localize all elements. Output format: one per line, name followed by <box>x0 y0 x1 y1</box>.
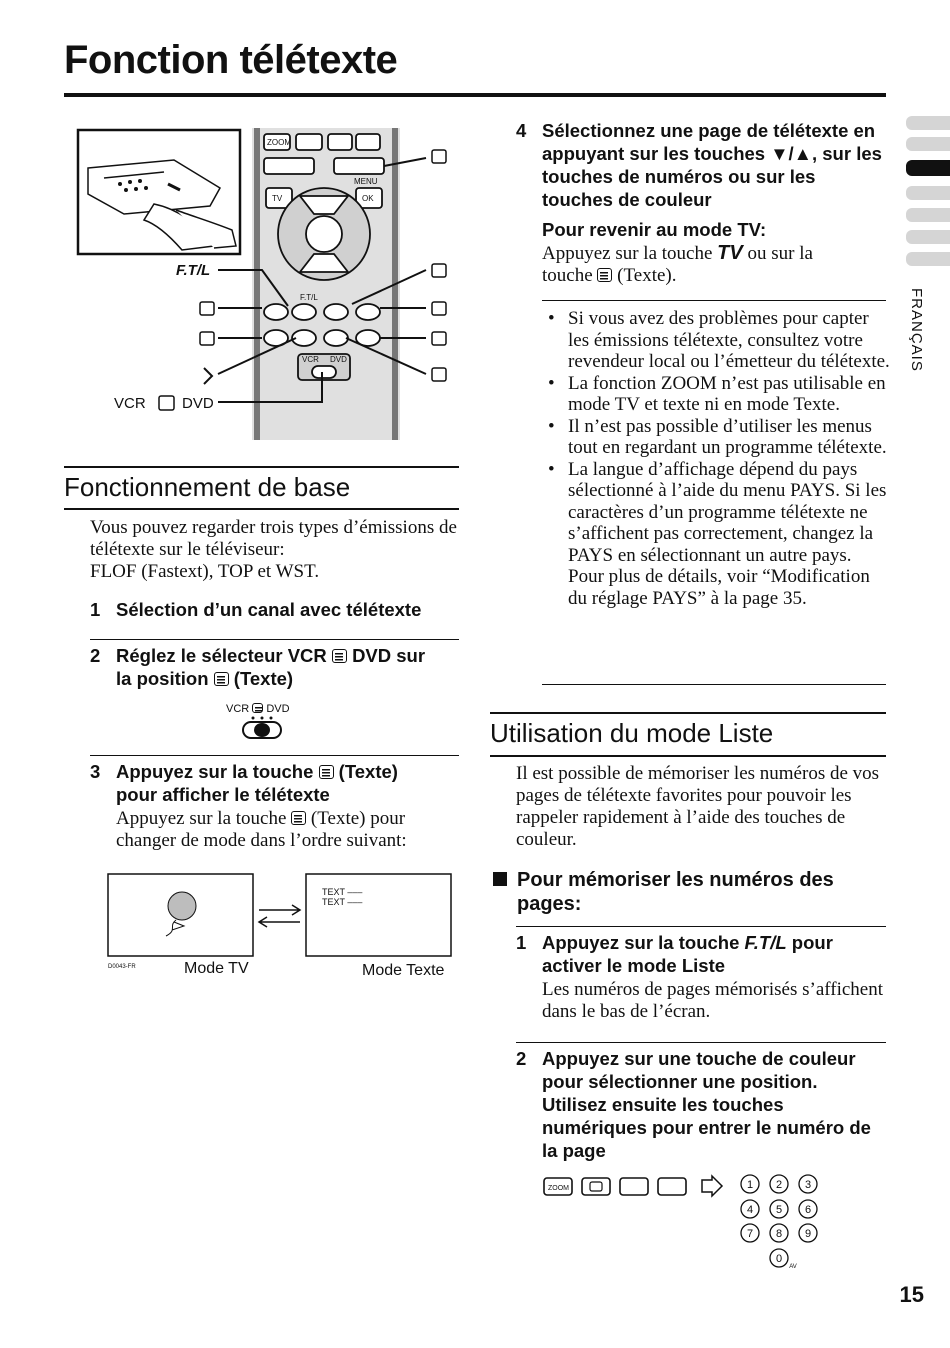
svg-text:2: 2 <box>775 1179 783 1191</box>
note-item: • La langue d’affichage dépend du pays sélectionné à l’aide du menu PAYS. Si les caractères d’un programme télétexte ne s’affichent pas correctement, changez la PAYS en sélectionnant un autre pays. Pour plus de détails, voir “Modification du réglage PAYS” à la page 35. <box>542 459 890 610</box>
text-icon <box>252 703 263 713</box>
text-icon <box>214 672 229 686</box>
dvd-key-label: DVD <box>330 355 347 364</box>
ok-key-label: OK <box>362 194 374 203</box>
list-subtitle: Pour mémoriser les numéros des pages: <box>493 868 886 916</box>
side-tab <box>906 252 950 266</box>
section-bottom-rule <box>64 508 459 510</box>
list-step-2: 2 Appuyez sur une touche de couleur pour sélectionner une position. Utilisez ensuite les touches numériques pour entrer le numéro de la page <box>516 1048 871 1161</box>
side-tab <box>906 186 950 200</box>
side-tab <box>906 137 950 151</box>
svg-text:1: 1 <box>746 1179 754 1191</box>
return-tv-body: Appuyez sur la touche TV ou sur la touche (Texte). <box>542 242 813 286</box>
screen-text-1: TEXT ––– <box>322 887 363 897</box>
side-tab <box>906 116 950 130</box>
note-item: • Si vous avez des problèmes pour capter les émissions télétexte, consultez votre revendeur local ou l’émetteur du télétexte. <box>542 308 890 373</box>
svg-text:7: 7 <box>746 1228 754 1240</box>
vcr-label: VCR <box>114 395 146 412</box>
zoom-key-label: ZOOM <box>267 138 291 147</box>
dvd-label: DVD <box>182 395 214 412</box>
basic-step-3: 3 Appuyez sur la touche (Texte) pour afficher le télétexte <box>90 761 398 805</box>
basic-step-3-body: Appuyez sur la touche (Texte) pour changer de mode dans l’ordre suivant: <box>116 808 407 851</box>
basic-step-2: 2 Réglez le sélecteur VCR DVD sur la position (Texte) <box>90 645 426 689</box>
divider <box>516 926 886 927</box>
step-4: 4 Sélectionnez une page de télétexte en appuyant sur les touches ▼/▲, sur les touches de numéros ou sur les touches de couleur <box>516 120 882 210</box>
divider <box>516 1042 886 1043</box>
svg-text:AV: AV <box>789 1264 797 1270</box>
remote-control-figure <box>64 124 484 446</box>
page-title: Fonction télétexte <box>64 38 398 82</box>
text-icon <box>319 765 334 779</box>
section-top-rule <box>490 712 886 714</box>
page-number: 15 <box>899 1282 924 1307</box>
divider <box>90 755 459 756</box>
divider <box>90 639 459 640</box>
svg-text:4: 4 <box>746 1204 754 1216</box>
zoom-key-text: ZOOM <box>548 1185 569 1192</box>
list-intro: Il est possible de mémoriser les numéros de vos pages de télétexte favorites pour pouvoir les rappeler rapidement à l’aide des touches de couleur. <box>516 763 880 850</box>
note-item: • Il n’est pas possible d’utiliser les menus tout en regardant un programme télétexte. <box>542 416 890 459</box>
text-icon <box>597 268 612 282</box>
square-bullet-icon <box>493 872 507 886</box>
text-icon <box>291 811 306 825</box>
switch-label: VCR DVD <box>226 703 290 715</box>
language-label: FRANÇAIS <box>908 288 925 372</box>
figure-code: D0043-FR <box>108 964 136 970</box>
side-tab <box>906 230 950 244</box>
list-step-1: 1 Appuyez sur la touche F.T/L pour activer le mode Liste <box>516 932 833 976</box>
basic-step-1: 1 Sélection d’un canal avec télétexte <box>90 599 422 620</box>
svg-text:0: 0 <box>775 1253 783 1265</box>
list-step-1-body: Les numéros de pages mémorisés s’affichent dans le bas de l’écran. <box>542 979 884 1022</box>
svg-text:3: 3 <box>804 1179 812 1191</box>
ftl-label: F.T/L <box>176 262 211 279</box>
color-keys-and-keypad-figure <box>542 1172 832 1272</box>
title-rule <box>64 93 886 97</box>
side-tab <box>906 208 950 222</box>
mode-text-label: Mode Texte <box>362 962 445 979</box>
vcr-dvd-switch-icon <box>240 714 284 740</box>
side-tab-active <box>906 160 950 176</box>
svg-text:9: 9 <box>804 1228 812 1240</box>
svg-text:8: 8 <box>775 1228 783 1240</box>
section-title-basic: Fonctionnement de base <box>64 472 351 502</box>
svg-text:6: 6 <box>804 1204 812 1216</box>
basic-intro: Vous pouvez regarder trois types d’émissions de télétexte sur le téléviseur: FLOF (Fastext), TOP et WST. <box>90 517 457 582</box>
mode-cycle-diagram <box>104 870 460 970</box>
mode-tv-label: Mode TV <box>184 960 249 977</box>
divider <box>542 300 886 301</box>
section-top-rule <box>64 466 459 468</box>
screen-text-2: TEXT ––– <box>322 897 363 907</box>
vcr-key-label: VCR <box>302 355 319 364</box>
text-icon <box>332 649 347 663</box>
section-title-list: Utilisation du mode Liste <box>490 718 774 748</box>
tv-key-label: TV <box>272 194 283 203</box>
menu-key-label: MENU <box>354 177 378 186</box>
divider <box>542 684 886 685</box>
svg-text:5: 5 <box>775 1204 783 1216</box>
notes-list <box>542 308 890 609</box>
section-bottom-rule <box>490 755 886 757</box>
ftl-key-label: F.T/L <box>300 293 318 302</box>
return-tv-title: Pour revenir au mode TV: <box>542 219 767 240</box>
note-item: • La fonction ZOOM n’est pas utilisable en mode TV et texte ni en mode Texte. <box>542 373 890 416</box>
